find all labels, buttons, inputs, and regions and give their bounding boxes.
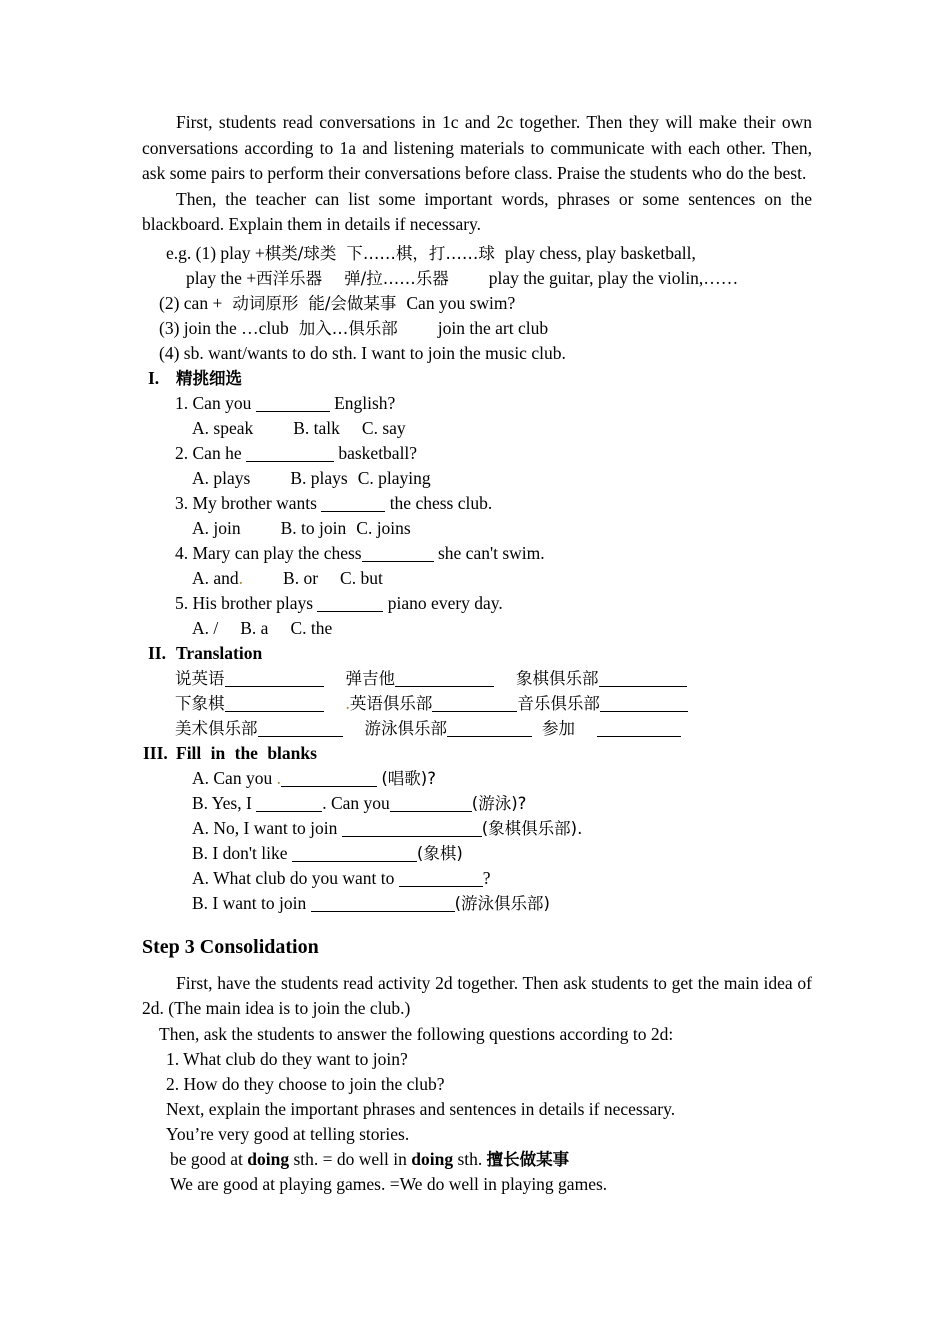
document-body — [142, 110, 812, 1197]
dialogue-2-blank-2[interactable] — [390, 796, 472, 812]
translation-blank-5[interactable] — [432, 696, 517, 712]
paragraph-intro-2: Then, the teacher can list some important words, phrases or some sentences on the blackboard. Explain them in details if necessary. — [142, 188, 812, 234]
question-4-stem — [142, 541, 812, 566]
dialogue-line-4 — [142, 841, 812, 866]
example-1-cn-2: 下……棋，打……球 — [346, 243, 495, 263]
translation-term-7: 美术俱乐部 — [175, 718, 258, 738]
example-4-text-b: join the art club — [437, 317, 549, 338]
question-2-option-b[interactable]: B. plays — [290, 467, 348, 488]
question-2-option-c[interactable]: C. playing — [357, 467, 431, 488]
question-4-stem-before: 4. Mary can play the chess — [175, 542, 362, 563]
translation-blank-4[interactable] — [225, 696, 324, 712]
question-4-stem-after: she can't swim. — [437, 542, 545, 563]
dialogue-5-after: ? — [482, 867, 491, 888]
translation-term-9: 参加 — [542, 718, 575, 738]
example-2-cn-2: 弹/拉……乐器 — [344, 268, 449, 288]
translation-row-1 — [142, 666, 812, 691]
example-2-text-a: play the + — [186, 267, 257, 288]
section-1-numeral: I. — [148, 367, 160, 388]
dialogue-1-after: (唱歌)? — [381, 768, 436, 788]
question-5-stem-before: 5. His brother plays — [175, 592, 314, 613]
translation-blank-8[interactable] — [447, 721, 532, 737]
example-2-cn-1: 西洋乐器 — [256, 268, 323, 288]
question-1-option-c[interactable]: C. say — [361, 417, 406, 438]
dialogue-line-5 — [142, 866, 812, 891]
phrase-chinese: 擅长做某事 — [486, 1149, 570, 1169]
example-3-text-b: Can you swim? — [406, 292, 516, 313]
question-1-options — [142, 416, 812, 441]
example-3-cn-2: 能/会做某事 — [308, 293, 397, 313]
question-3-option-b[interactable]: B. to join — [280, 517, 347, 538]
paragraph-intro-1: First, students read conversations in 1c and 2c together. Then they will make their own conversations according to 1a and listening materials to communicate with each other. Then, ask some pairs to perform their conversations before class. Praise the students who do the best. — [142, 112, 812, 183]
question-5-stem-after: piano every day. — [387, 592, 503, 613]
question-1-stem — [142, 391, 812, 416]
dialogue-line-2 — [142, 791, 812, 816]
question-2-stem-before: 2. Can he — [175, 442, 242, 463]
question-5-option-b[interactable]: B. a — [240, 617, 269, 638]
section-2-title: Translation — [176, 642, 263, 663]
section-2-numeral: II. — [148, 642, 166, 663]
question-3-stem — [142, 491, 812, 516]
translation-blank-1[interactable] — [225, 671, 324, 687]
dialogue-6-after: (游泳俱乐部) — [454, 893, 550, 913]
stray-mark-1: . — [238, 567, 244, 588]
question-4-option-a[interactable]: A. and — [192, 567, 239, 588]
dialogue-5-before: A. What club do you want to — [192, 867, 395, 888]
stray-mark-3: . — [276, 767, 281, 788]
question-5-option-c[interactable]: C. the — [290, 617, 333, 638]
phrase-part-a: be good at — [170, 1148, 243, 1169]
example-line-1 — [142, 241, 812, 266]
dialogue-6-before: B. I want to join — [192, 892, 307, 913]
dialogue-2-before: B. Yes, I — [192, 792, 252, 813]
question-1-option-a[interactable]: A. speak — [192, 417, 254, 438]
step3-paragraph-4: You’re very good at telling stories. — [166, 1123, 410, 1144]
translation-row-2 — [142, 691, 812, 716]
phrase-part-c: sth. — [457, 1148, 483, 1169]
dialogue-line-6 — [142, 891, 812, 916]
phrase-doing-1: doing — [247, 1148, 290, 1169]
step3-paragraph-5: We are good at playing games. =We do well in playing games. — [170, 1173, 608, 1194]
translation-term-8: 游泳俱乐部 — [364, 718, 447, 738]
question-5-stem — [142, 591, 812, 616]
section-heading-1 — [142, 366, 812, 391]
dialogue-5-blank[interactable] — [399, 871, 483, 887]
question-4-blank[interactable] — [362, 546, 434, 562]
question-5-options — [142, 616, 812, 641]
example-1-text-a: e.g. (1) play + — [166, 242, 265, 263]
question-2-blank[interactable] — [246, 446, 334, 462]
step3-paragraph-3: Next, explain the important phrases and sentences in details if necessary. — [166, 1098, 676, 1119]
dialogue-1-blank[interactable] — [281, 771, 377, 787]
question-2-option-a[interactable]: A. plays — [192, 467, 251, 488]
dialogue-2-after: (游泳)? — [471, 793, 527, 813]
question-2-stem — [142, 441, 812, 466]
dialogue-4-before: B. I don't like — [192, 842, 288, 863]
question-3-stem-before: 3. My brother wants — [175, 492, 317, 513]
example-4-cn-1: 加入…俱乐部 — [298, 318, 398, 338]
question-1-blank[interactable] — [256, 396, 330, 412]
dialogue-3-blank[interactable] — [342, 821, 482, 837]
translation-blank-3[interactable] — [599, 671, 687, 687]
question-4-option-c[interactable]: C. but — [340, 567, 383, 588]
translation-blank-6[interactable] — [600, 696, 688, 712]
question-3-option-a[interactable]: A. join — [192, 517, 241, 538]
step3-paragraph-2: Then, ask the students to answer the following questions according to 2d: — [159, 1023, 674, 1044]
question-3-stem-after: the chess club. — [389, 492, 493, 513]
example-line-3 — [142, 291, 812, 316]
example-line-5: (4) sb. want/wants to do sth. I want to join the music club. — [159, 342, 566, 363]
step3-question-2: 2. How do they choose to join the club? — [166, 1073, 445, 1094]
dialogue-2-blank-1[interactable] — [256, 796, 322, 812]
dialogue-3-after: (象棋俱乐部). — [481, 818, 583, 838]
example-1-text-b: play chess, play basketball, — [504, 242, 696, 263]
example-4-text-a: (3) join the …club — [159, 317, 289, 338]
question-5-blank[interactable] — [317, 596, 383, 612]
example-line-4 — [142, 316, 812, 341]
dialogue-line-1 — [142, 766, 812, 791]
translation-term-5: 英语俱乐部 — [349, 693, 433, 713]
example-3-cn-1: 动词原形 — [232, 293, 299, 313]
translation-term-3: 象棋俱乐部 — [516, 668, 599, 688]
translation-blank-7[interactable] — [258, 721, 343, 737]
dialogue-3-before: A. No, I want to join — [192, 817, 338, 838]
translation-term-2: 弹吉他 — [345, 668, 395, 688]
phrase-doing-2: doing — [411, 1148, 454, 1169]
step3-heading: Step 3 Consolidation — [142, 935, 319, 958]
stray-mark-2: . — [345, 692, 350, 713]
question-2-stem-after: basketball? — [338, 442, 418, 463]
translation-term-4: 下象棋 — [175, 693, 225, 713]
question-1-stem-after: English? — [334, 392, 396, 413]
dialogue-2-mid: . Can you — [322, 792, 390, 813]
example-2-text-b: play the guitar, play the violin,…… — [488, 267, 739, 288]
dialogue-4-after: (象棋) — [416, 843, 463, 863]
question-2-options — [142, 466, 812, 491]
example-1-cn-1: 棋类/球类 — [264, 243, 337, 263]
translation-row-3 — [142, 716, 812, 741]
question-1-option-b[interactable]: B. talk — [293, 417, 340, 438]
step3-question-1: 1. What club do they want to join? — [166, 1048, 408, 1069]
dialogue-1-before: A. Can you — [192, 767, 273, 788]
question-3-option-c[interactable]: C. joins — [356, 517, 411, 538]
question-5-option-a[interactable]: A. / — [192, 617, 219, 638]
section-heading-2 — [142, 641, 812, 666]
section-3-numeral: III. — [143, 742, 168, 763]
translation-blank-2[interactable] — [395, 671, 494, 687]
question-3-blank[interactable] — [321, 496, 385, 512]
section-1-title: 精挑细选 — [176, 368, 242, 388]
question-4-options — [142, 566, 812, 591]
phrase-part-b: sth. = do well in — [293, 1148, 407, 1169]
dialogue-4-blank[interactable] — [292, 846, 417, 862]
step3-phrase-line — [142, 1147, 812, 1172]
section-3-title: Fill in the blanks — [176, 742, 317, 763]
question-1-stem-before: 1. Can you — [175, 392, 252, 413]
translation-term-6: 音乐俱乐部 — [517, 693, 600, 713]
translation-term-1: 说英语 — [175, 668, 225, 688]
translation-blank-9[interactable] — [597, 721, 681, 737]
dialogue-line-3 — [142, 816, 812, 841]
step3-paragraph-1: First, have the students read activity 2d together. Then ask students to get the main idea of 2d. (The main idea is to join the club.) — [142, 972, 812, 1018]
example-3-text-a: (2) can + — [159, 292, 223, 313]
question-4-option-b[interactable]: B. or — [283, 567, 319, 588]
question-3-options — [142, 516, 812, 541]
section-heading-3 — [142, 741, 812, 766]
dialogue-6-blank[interactable] — [311, 896, 455, 912]
example-line-2 — [142, 266, 812, 291]
